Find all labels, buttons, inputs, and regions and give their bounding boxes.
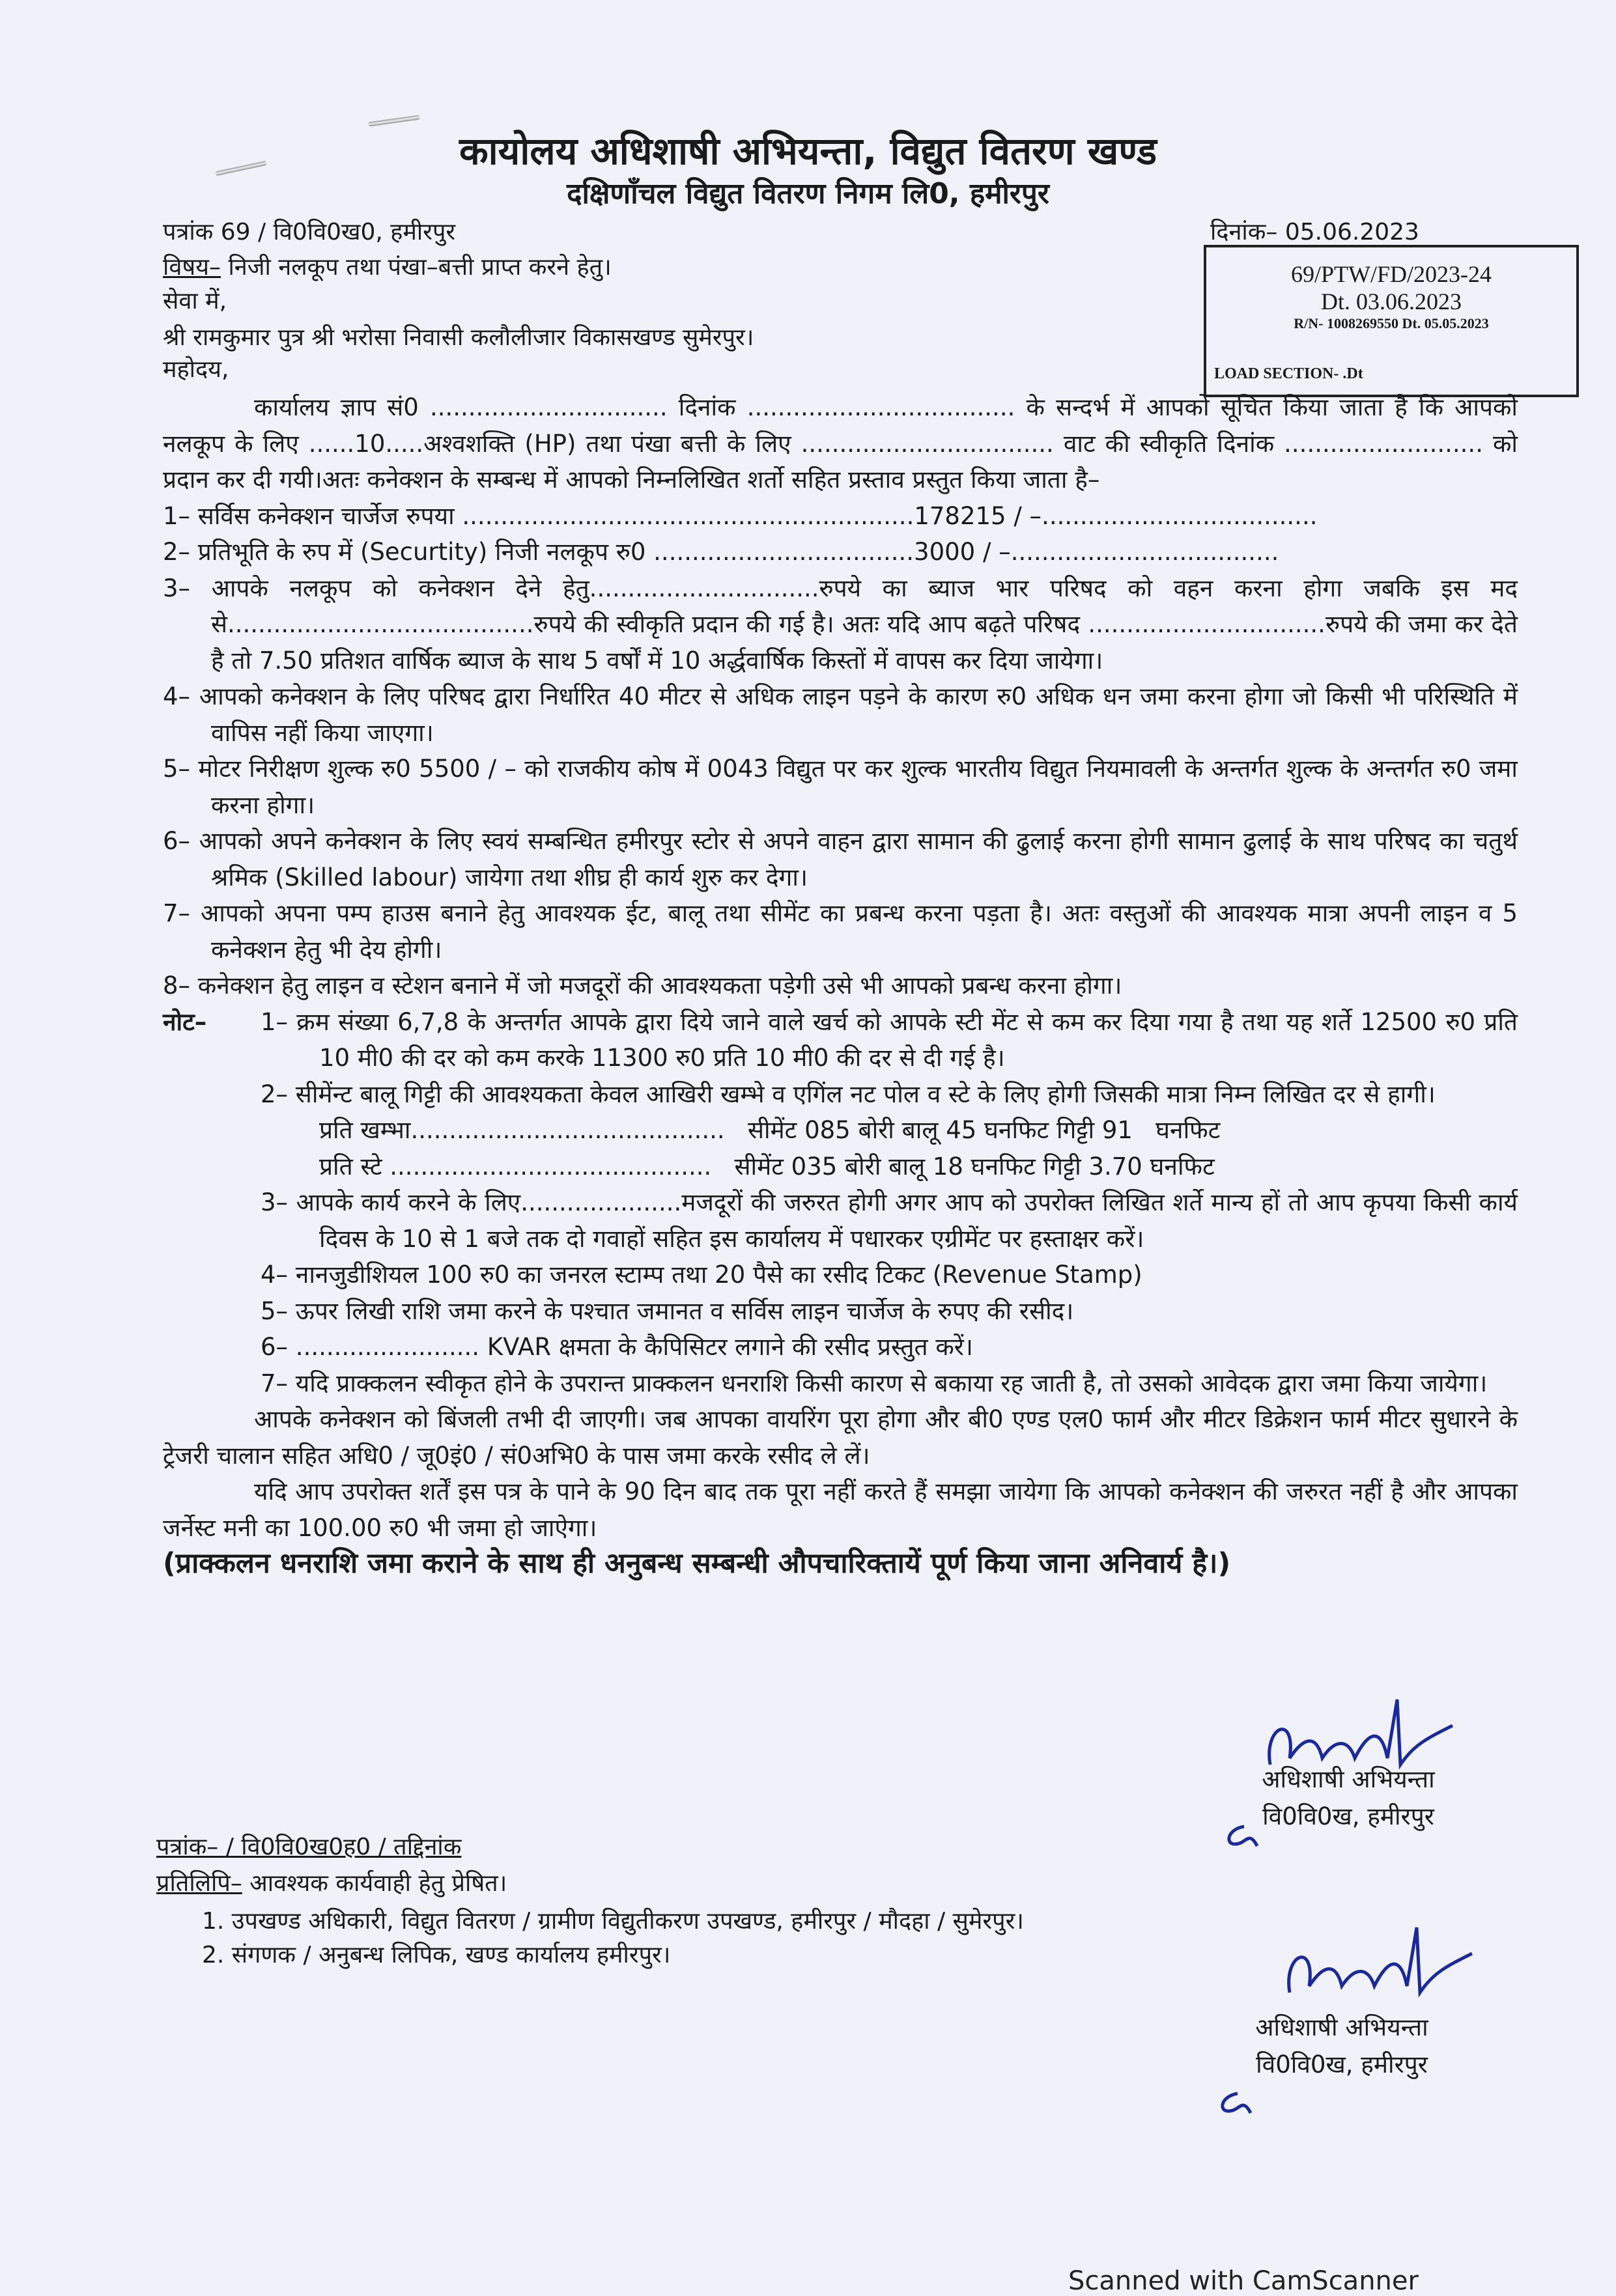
stamp-date: Dt. 03.06.2023 — [1321, 288, 1462, 315]
connection-paragraph: आपके कनेक्शन को बिंजली तभी दी जाएगी। जब आपका वायरिंग पूरा होगा और बी0 एण्ड एल0 फार्म और मीटर डिक्रेशन फार्म मीटर सुधारने के ट्रेजरी चालान सहित अधि0 / जू0इं0 / सं0अभि0 के पास जमा करके रसीद ले लें। — [163, 1405, 1518, 1470]
signature-2 — [1277, 1914, 1492, 2025]
note-label: नोट– — [163, 1007, 207, 1036]
note-item: 2– सीमेंन्ट बालू गिट्टी की आवश्यकता केवल आखिरी खम्भे व एगिंल नट पोल व स्टे के लिए होगी जिसकी मात्रा निम्न लिखित दर से हागी। — [261, 1080, 1436, 1108]
mandatory-note: (प्राक्कलन धनराशि जमा कराने के साथ ही अनुबन्ध सम्बन्धी औपचारिक्तायें पूर्ण किया जाना अनिवार्य है।) — [163, 1547, 1231, 1580]
note-item: 6– ........................ KVAR क्षमता के कैपिसिटर लगाने की रसीद प्रस्तुत करें। — [261, 1333, 973, 1361]
reference-stamp-box — [1204, 245, 1579, 397]
addressee: श्री रामकुमार पुत्र श्री भरोसा निवासी कलौलीजार विकासखण्ड सुमेरपुर। — [163, 324, 754, 351]
salutation-seva: सेवा में, — [163, 288, 227, 315]
stamp-rn: R/N- 1008269550 Dt. 05.05.2023 — [1294, 315, 1489, 331]
subject — [163, 250, 612, 282]
copy-item: 2. संगणक / अनुबन्ध लिपिक, खण्ड कार्यालय हमीरपुर। — [202, 1942, 671, 1968]
salutation-mahoday: महोदय, — [163, 356, 229, 383]
initial-mark — [1218, 1817, 1264, 1856]
letter-body — [163, 389, 1518, 1582]
condition-item: 5– मोटर निरीक्षण शुल्क रु0 5500 / – को राजकीय कोष में 0043 विद्युत पर कर शुल्क भारतीय विद्युत नियमावली के अन्तर्गत शुल्क के अन्तर्गत रु0 जमा करना होगा। — [163, 755, 1518, 819]
scanner-watermark: Scanned with CamScanner — [1068, 2266, 1419, 2296]
signatory-title: अधिशाषी अभियन्ता — [1262, 1765, 1435, 1793]
note-item: 3– आपके कार्य करने के लिए.....................मजदूरों की जरुरत होगी अगर आप को उपरोक्त लिखित शर्ते मान्य हों तो आप कृपया किसी कार्य दिवस के 10 से 1 बजे तक दो गवाहों सहित इस कार्यालय में पधारकर एग्रीमेंट पर हस्ताक्षर करें। — [261, 1188, 1518, 1253]
copy-patrank: पत्रांक– / वि0वि0ख0ह0 / तद्दिनांक — [156, 1834, 462, 1860]
letter-date: दिनांक– 05.06.2023 — [1210, 219, 1419, 245]
note-item: 7– यदि प्राक्कलन स्वीकृत होने के उपरान्त प्राक्कलन धनराशि किसी कारण से बकाया रह जाती है, तो उसको आवेदक द्वारा जमा किया जायेगा। — [261, 1369, 1488, 1397]
note-item: 5– ऊपर लिखी राशि जमा करने के पश्चात जमानत व सर्विस लाइन चार्जेज के रुपए की रसीद। — [261, 1296, 1074, 1325]
office-title: कायोलय अधिशाषी अभियन्ता, विद्युत वितरण खण्ड — [459, 129, 1157, 173]
copy-label: प्रतिलिपि– — [156, 1870, 242, 1897]
initial-mark — [1212, 2084, 1257, 2123]
copy-item: 1. उपखण्ड अधिकारी, विद्युत वितरण / ग्रामीण विद्युतीकरण उपखण्ड, हमीरपुर / मौदहा / सुमेरपुर। — [202, 1908, 1024, 1935]
condition-item: 2– प्रतिभूति के रुप में (Securtity) निजी नलकूप रु0 ..................................3000 / –................................... — [163, 538, 1279, 566]
rate-row: प्रति खम्भा......................................... सीमेंट 085 बोरी बालू 45 घनफिट गिट्टी 91 घनफिट — [319, 1116, 1221, 1144]
copy-letter-number — [156, 1830, 461, 1862]
condition-item: 8– कनेक्शन हेतु लाइन व स्टेशन बनाने में जो मजदूरों की आवश्यकता पड़ेगी उसे भी आपको प्रबन्ध करना होगा। — [163, 972, 1122, 1000]
stamp-load-section: LOAD SECTION- .Dt — [1214, 365, 1363, 382]
deadline-paragraph: यदि आप उपरोक्त शर्तें इस पत्र के पाने के 90 दिन बाद तक पूरा नहीं करते हैं समझा जायेगा कि आपको कनेक्शन की जरुरत नहीं है और आपका जर्नेस्ट मनी का 100.00 रु0 भी जमा हो जाऐगा। — [163, 1477, 1518, 1542]
stamp-ref-no: 69/PTW/FD/2023-24 — [1290, 261, 1492, 287]
subject-text: निजी नलकूप तथा पंखा–बत्ती प्राप्त करने हेतु। — [221, 254, 612, 281]
letter-number: पत्रांक 69 / वि0वि0ख0, हमीरपुर — [163, 219, 456, 245]
signatory-office: वि0वि0ख, हमीरपुर — [1262, 1802, 1434, 1830]
condition-item: 7– आपको अपना पम्प हाउस बनाने हेतु आवश्यक ईट, बालू तथा सीमेंट का प्रबन्ध करना पड़ता है। अतः वस्तुओं की आवश्यक मात्रा अपनी लाइन व 5 कनेक्शन हेतु भी देय होगी। — [163, 899, 1518, 964]
copy-label-line — [156, 1866, 507, 1898]
signatory-office: वि0वि0ख, हमीरपुर — [1256, 2051, 1428, 2079]
office-subtitle: दक्षिणाँचल विद्युत वितरण निगम लि0, हमीरपुर — [567, 177, 1049, 210]
note-item: 1– क्रम संख्या 6,7,8 के अन्तर्गत आपके द्वारा दिये जाने वाले खर्च को आपके स्टी मेंट से कम कर दिया गया है तथा यह शर्ते 12500 रु0 प्रति 10 मी0 की दर को कम करके 11300 रु0 प्रति 10 मी0 की दर से दी गई है। — [261, 1007, 1518, 1072]
signatory-title: अधिशाषी अभियन्ता — [1255, 2013, 1428, 2041]
subject-label: विषय– — [163, 254, 221, 281]
condition-item: 1– सर्विस कनेक्शन चार्जेज रुपया ...........................................................178215 / –.................................... — [163, 501, 1318, 530]
condition-item: 4– आपको कनेक्शन के लिए परिषद द्वारा निर्धारित 40 मीटर से अधिक लाइन पड़ने के कारण रु0 अधिक धन जमा करना होगा जो किसी भी परिस्थिति में वापिस नहीं किया जाएगा। — [163, 682, 1518, 747]
condition-item: 3– आपके नलकूप को कनेक्शन देने हेतु..............................रुपये का ब्याज भार परिषद को वहन करना होगा जबकि इस मद से........................................रुपये की स्वीकृति प्रदान की गई है। अतः यदि आप बढ़ते परिषद ...............................रुपये की जमा कर देते है तो 7.50 प्रतिशत वार्षिक ब्याज के साथ 5 वर्षों में 10 अर्द्धवार्षिक किस्तों में वापस कर दिया जायेगा। — [163, 574, 1518, 675]
intro-paragraph: कार्यालय ज्ञाप सं0 ............................... दिनांक ................................... के सन्दर्भ में आपको सूचित किया जाता है कि आपको नलकूप के लिए ......10.....अश्वशक्ति (HP) तथा पंखा बत्ती के लिए ................................. वाट की स्वीकृति दिनांक .......................... को प्रदान कर दी गयी।अतः कनेक्शन के सम्बन्ध में आपको निम्नलिखित शर्तो सहित प्रस्ताव प्रस्तुत किया जाता है– — [163, 393, 1518, 494]
copy-label-text: आवश्यक कार्यवाही हेतु प्रेषित। — [242, 1870, 507, 1897]
note-item: 4– नानजुडीशियल 100 रु0 का जनरल स्टाम्प तथा 20 पैसे का रसीद टिकट (Revenue Stamp) — [261, 1261, 1142, 1289]
rate-row: प्रति स्टे .......................................... सीमेंट 035 बोरी बालू 18 घनफिट गिट्टी 3.70 घनफिट — [319, 1152, 1215, 1181]
condition-item: 6– आपको अपने कनेक्शन के लिए स्वयं सम्बन्धित हमीरपुर स्टोर से अपने वाहन द्वारा सामान की ढुलाई करना होगी सामान ढुलाई के साथ परिषद का चतुर्थ श्रमिक (Skilled labour) जायेगा तथा शीघ्र ही कार्य शुरु कर देगा। — [163, 827, 1518, 891]
